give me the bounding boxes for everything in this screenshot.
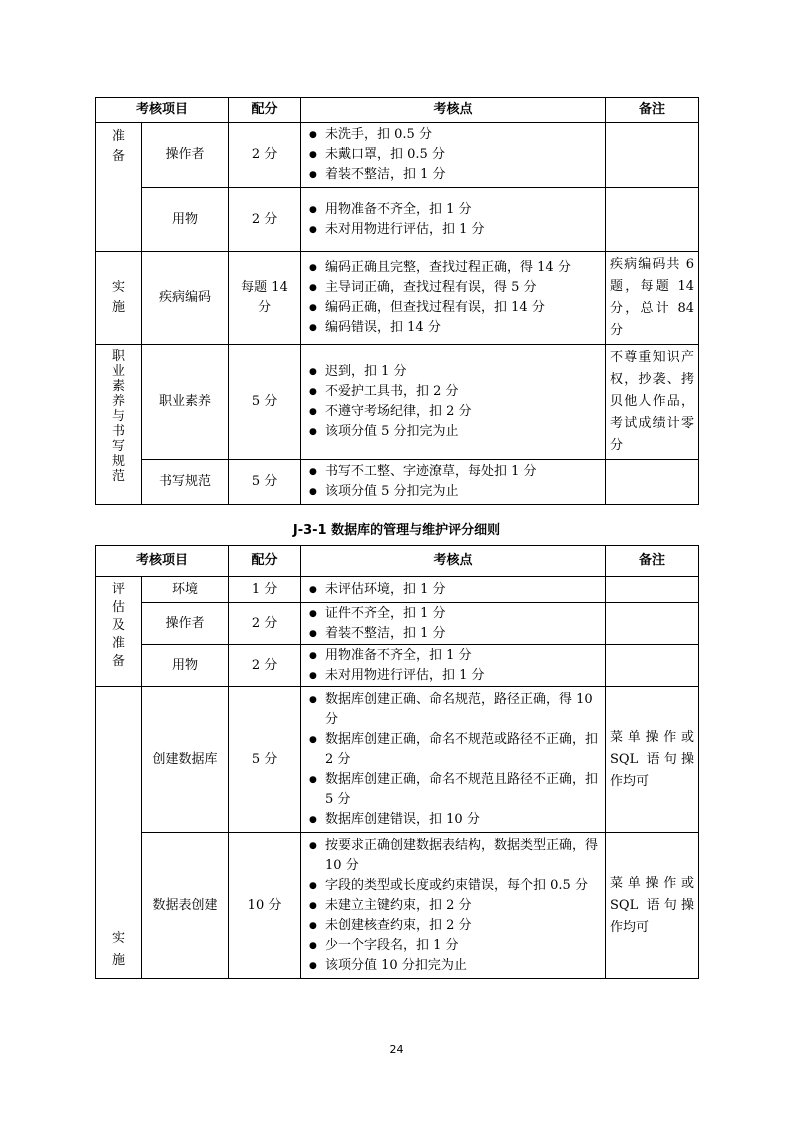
list-item: ● 该项分值 5 分扣完为止 (309, 482, 601, 502)
item-note: 菜单操作或 SQL 语句操作均可 (606, 833, 699, 979)
category-impl: 实 施 (96, 252, 142, 345)
category-professional: 职 业 素 养 与 书 写 规 范 (96, 345, 142, 505)
list-item: ● 未对用物进行评估，扣 1 分 (309, 220, 601, 240)
header-note: 备注 (606, 546, 699, 577)
item-points (301, 833, 606, 979)
item-name: 职业素养 (142, 345, 229, 460)
list-item: ● 用物准备不齐全，扣 1 分 (309, 200, 601, 220)
header-points: 考核点 (301, 546, 606, 577)
table-row (96, 460, 699, 505)
item-name: 疾病编码 (142, 252, 229, 345)
list-item: ● 未创建核查约束，扣 2 分 (309, 916, 601, 936)
list-item: ● 不爱护工具书，扣 2 分 (309, 382, 601, 402)
list-item: ● 书写不工整、字迹潦草，每处扣 1 分 (309, 462, 601, 482)
item-name: 环境 (142, 577, 229, 603)
category-prep: 准 备 (96, 123, 142, 252)
item-score: 2 分 (229, 603, 301, 645)
list-item: ● 编码正确且完整，查找过程正确，得 14 分 (309, 258, 601, 278)
item-score: 2 分 (229, 188, 301, 252)
item-name: 创建数据库 (142, 687, 229, 833)
item-note (606, 645, 699, 687)
list-item: ● 编码错误，扣 14 分 (309, 318, 601, 338)
item-score: 2 分 (229, 645, 301, 687)
list-item: ● 未对用物进行评估，扣 1 分 (309, 666, 601, 686)
item-score: 2 分 (229, 123, 301, 188)
item-points (301, 345, 606, 460)
item-note (606, 603, 699, 645)
list-item: ● 该项分值 5 分扣完为止 (309, 422, 601, 442)
list-item: ● 未评估环境，扣 1 分 (309, 580, 601, 600)
item-note (606, 577, 699, 603)
table-row (96, 345, 699, 460)
list-item: ● 数据库创建正确，命名不规范且路径不正确，扣 5 分 (309, 770, 601, 810)
item-name: 用物 (142, 645, 229, 687)
list-item: ● 少一个字段名，扣 1 分 (309, 936, 601, 956)
list-item: ● 用物准备不齐全，扣 1 分 (309, 646, 601, 666)
table-header-row (96, 98, 699, 123)
list-item: ● 未洗手，扣 0.5 分 (309, 125, 601, 145)
item-points (301, 188, 606, 252)
scoring-table-2 (95, 545, 699, 979)
header-note: 备注 (606, 98, 699, 123)
item-note: 不尊重知识产权，抄袭、拷贝他人作品，考试成绩计零分 (606, 345, 699, 460)
list-item: ● 字段的类型或长度或约束错误，每个扣 0.5 分 (309, 876, 601, 896)
list-item: ● 数据库创建错误，扣 10 分 (309, 810, 601, 830)
table-row (96, 833, 699, 979)
item-score: 1 分 (229, 577, 301, 603)
scoring-table-1 (95, 97, 699, 505)
item-note (606, 123, 699, 188)
list-item: ● 数据库创建正确、命名规范，路径正确，得 10 分 (309, 690, 601, 730)
item-points (301, 123, 606, 188)
item-note: 疾病编码共 6 题，每题 14 分，总计 84 分 (606, 252, 699, 345)
table-title: J-3-1 数据库的管理与维护评分细则 (292, 523, 501, 538)
item-note (606, 460, 699, 505)
list-item: ● 未建立主键约束，扣 2 分 (309, 896, 601, 916)
item-name: 数据表创建 (142, 833, 229, 979)
table-row (96, 645, 699, 687)
list-item: ● 主导词正确，查找过程有误，得 5 分 (309, 278, 601, 298)
table-row (96, 188, 699, 252)
item-points (301, 687, 606, 833)
list-item: ● 证件不齐全，扣 1 分 (309, 604, 601, 624)
item-score: 5 分 (229, 345, 301, 460)
item-points (301, 577, 606, 603)
list-item: ● 着装不整洁，扣 1 分 (309, 624, 601, 644)
item-score: 10 分 (229, 833, 301, 979)
list-item: ● 迟到，扣 1 分 (309, 362, 601, 382)
item-score: 5 分 (229, 460, 301, 505)
table-row (96, 123, 699, 188)
item-score: 每题 14 分 (229, 252, 301, 345)
item-score: 5 分 (229, 687, 301, 833)
list-item: ● 按要求正确创建数据表结构，数据类型正确，得 10 分 (309, 836, 601, 876)
table-row (96, 687, 699, 833)
list-item: ● 着装不整洁，扣 1 分 (309, 165, 601, 185)
header-points: 考核点 (301, 98, 606, 123)
item-name: 书写规范 (142, 460, 229, 505)
list-item: ● 未戴口罩，扣 0.5 分 (309, 145, 601, 165)
list-item: ● 不遵守考场纪律，扣 2 分 (309, 402, 601, 422)
header-item: 考核项目 (96, 546, 229, 577)
list-item: ● 该项分值 10 分扣完为止 (309, 956, 601, 976)
item-name: 操作者 (142, 123, 229, 188)
category-impl: 实 施 (96, 687, 142, 979)
header-score: 配分 (229, 546, 301, 577)
header-score: 配分 (229, 98, 301, 123)
table-row (96, 252, 699, 345)
item-name: 用物 (142, 188, 229, 252)
table-header-row (96, 546, 699, 577)
table-row (96, 603, 699, 645)
item-points (301, 252, 606, 345)
page-number: 24 (389, 1043, 404, 1056)
item-name: 操作者 (142, 603, 229, 645)
list-item: ● 数据库创建正确，命名不规范或路径不正确，扣 2 分 (309, 730, 601, 770)
item-points (301, 460, 606, 505)
item-points (301, 603, 606, 645)
list-item: ● 编码正确，但查找过程有误，扣 14 分 (309, 298, 601, 318)
item-points (301, 645, 606, 687)
category-assess-prep: 评 估 及 准 备 (96, 577, 142, 687)
table-row (96, 577, 699, 603)
item-note: 菜单操作或 SQL 语句操作均可 (606, 687, 699, 833)
header-item: 考核项目 (96, 98, 229, 123)
item-note (606, 188, 699, 252)
